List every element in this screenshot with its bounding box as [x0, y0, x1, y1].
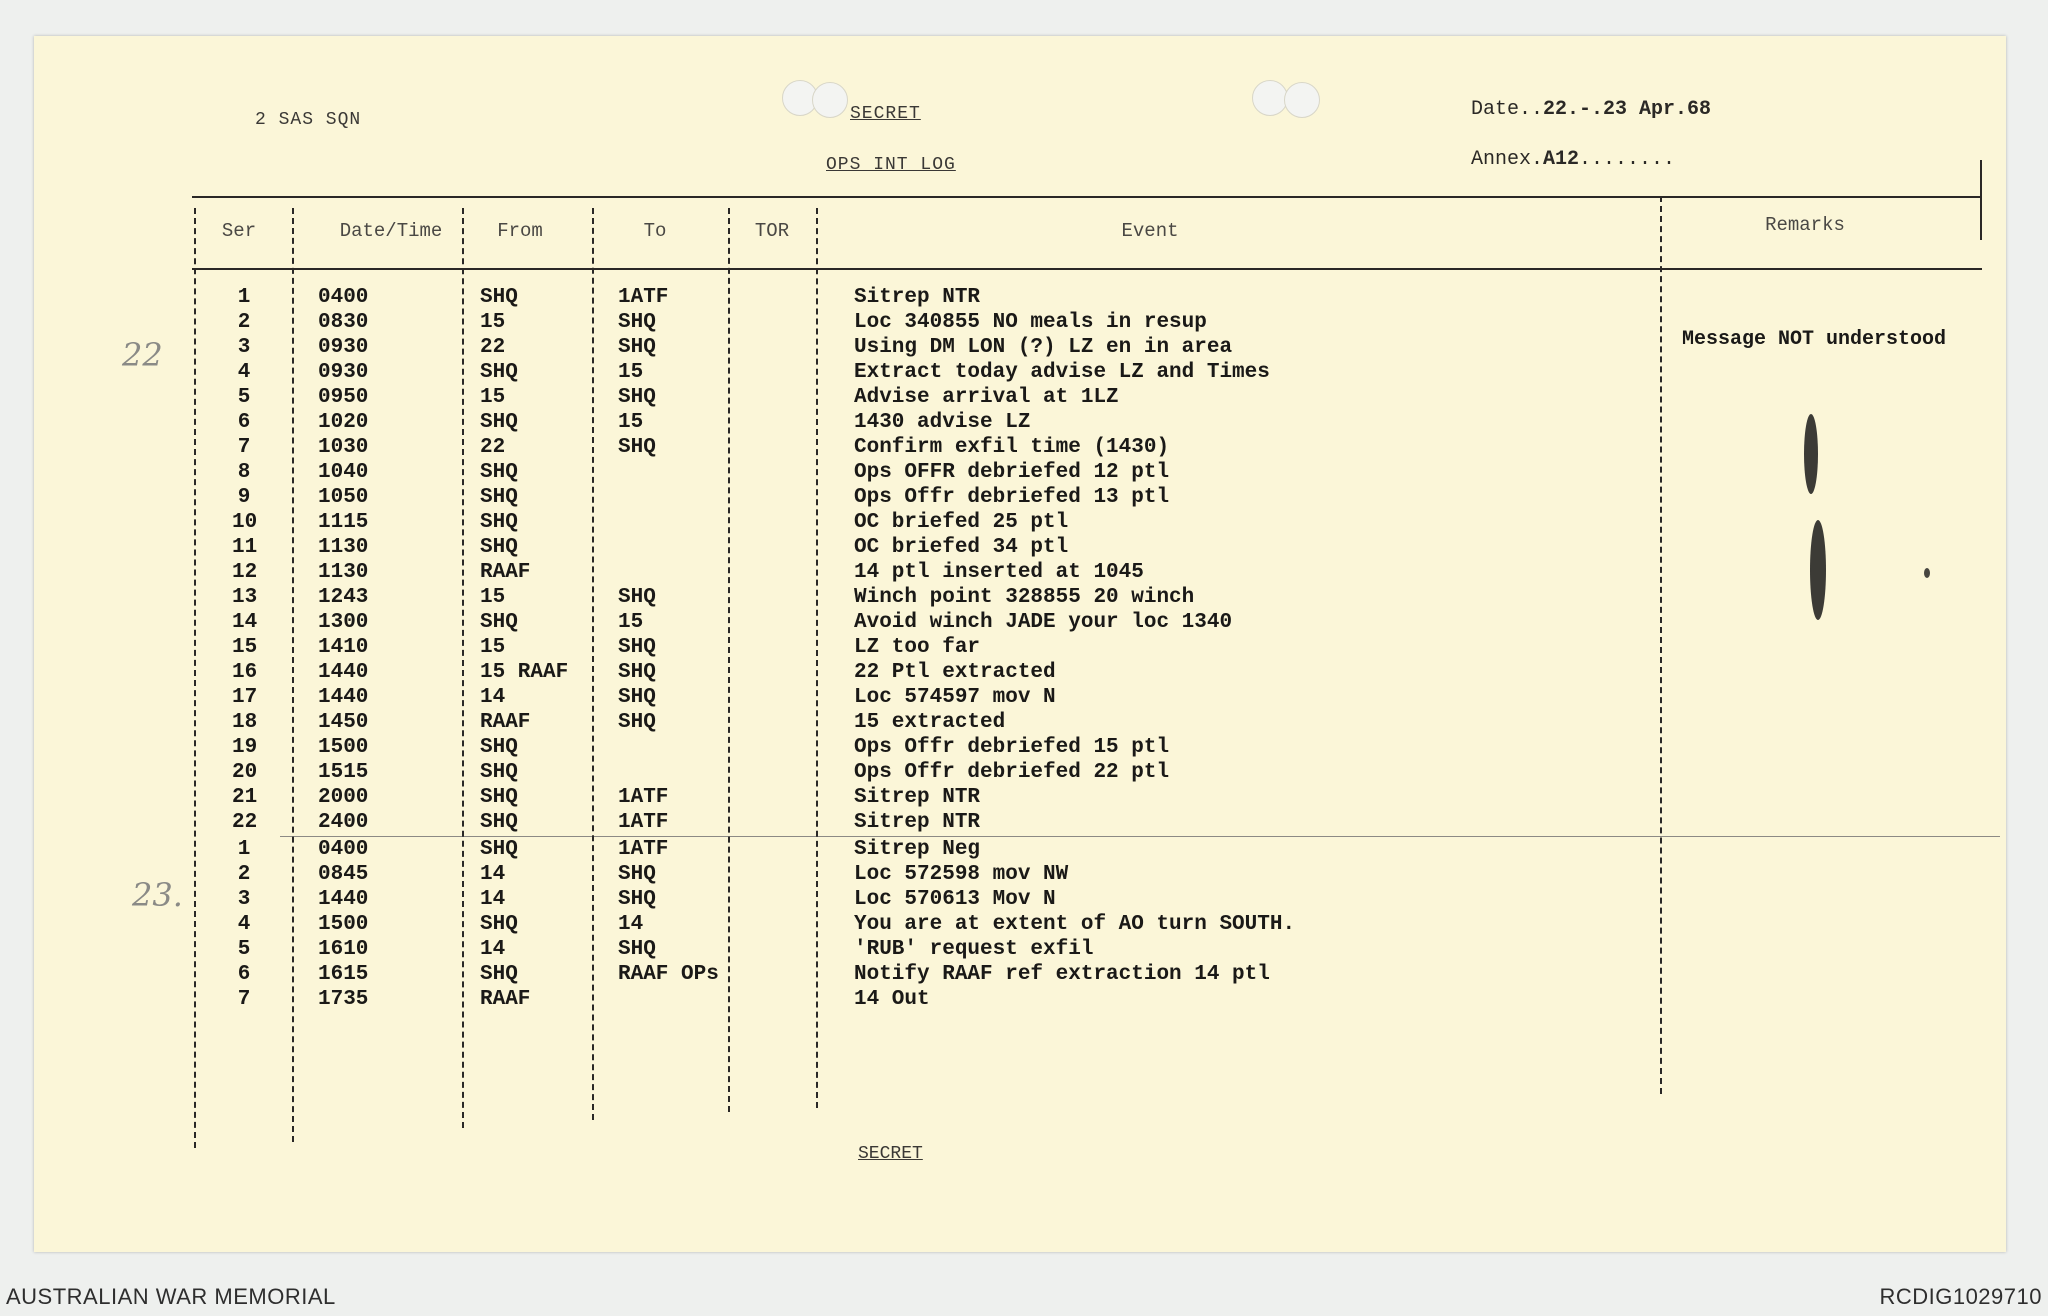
table-row: [0, 386, 2048, 411]
to-cell: SHQ: [618, 586, 656, 609]
from-cell: SHQ: [480, 411, 518, 434]
time-cell: 1615: [318, 963, 369, 986]
event-cell: 1430 advise LZ: [854, 411, 1031, 434]
date-value: 22.-.23 Apr.68: [1543, 98, 1712, 121]
from-cell: 22: [480, 336, 506, 359]
col-header-remarks: Remarks: [1765, 214, 1845, 236]
event-cell: Confirm exfil time (1430): [854, 436, 1170, 459]
ser-cell: 11: [232, 536, 258, 559]
to-cell: 1ATF: [618, 838, 669, 861]
event-cell: 22 Ptl extracted: [854, 661, 1056, 684]
table-row: [0, 636, 2048, 661]
table-row: [0, 411, 2048, 436]
table-row: [0, 436, 2048, 461]
to-cell: SHQ: [618, 863, 656, 886]
ser-cell: 6: [237, 411, 251, 434]
ser-cell: 5: [237, 386, 251, 409]
event-cell: Loc 570613 Mov N: [854, 888, 1056, 911]
to-cell: 15: [618, 411, 644, 434]
from-cell: SHQ: [480, 286, 518, 309]
time-cell: 1500: [318, 736, 369, 759]
event-cell: Avoid winch JADE your loc 1340: [854, 611, 1233, 634]
ser-cell: 22: [232, 811, 258, 834]
table-row: [0, 761, 2048, 786]
ser-cell: 1: [237, 286, 251, 309]
ser-cell: 2: [237, 863, 251, 886]
to-cell: 1ATF: [618, 811, 669, 834]
time-cell: 1450: [318, 711, 369, 734]
ser-cell: 3: [237, 888, 251, 911]
from-cell: SHQ: [480, 963, 518, 986]
ser-cell: 15: [232, 636, 258, 659]
event-cell: Loc 340855 NO meals in resup: [854, 311, 1207, 334]
from-cell: 22: [480, 436, 506, 459]
from-cell: SHQ: [480, 511, 518, 534]
from-cell: 15: [480, 386, 506, 409]
time-cell: 0830: [318, 311, 369, 334]
event-cell: 14 ptl inserted at 1045: [854, 561, 1144, 584]
from-cell: 15: [480, 636, 506, 659]
to-cell: SHQ: [618, 711, 656, 734]
day-marker-22: 22: [122, 336, 163, 374]
time-cell: 2400: [318, 811, 369, 834]
from-cell: 15: [480, 586, 506, 609]
from-cell: 14: [480, 863, 506, 886]
time-cell: 0930: [318, 336, 369, 359]
classification-top: SECRET: [850, 104, 921, 124]
to-cell: SHQ: [618, 661, 656, 684]
from-cell: 15 RAAF: [480, 661, 569, 684]
ser-cell: 3: [237, 336, 251, 359]
ser-cell: 10: [232, 511, 258, 534]
to-cell: 15: [618, 611, 644, 634]
event-cell: You are at extent of AO turn SOUTH.: [854, 913, 1296, 936]
time-cell: 0930: [318, 361, 369, 384]
ink-smudge: [1804, 414, 1818, 494]
from-cell: RAAF: [480, 988, 531, 1011]
time-cell: 0400: [318, 838, 369, 861]
log-title: OPS INT LOG: [826, 155, 956, 175]
ser-cell: 6: [237, 963, 251, 986]
table-row: [0, 786, 2048, 811]
table-row: [0, 661, 2048, 686]
footer-left: AUSTRALIAN WAR MEMORIAL: [6, 1284, 336, 1309]
footer-right: RCDIG1029710: [1879, 1284, 2042, 1309]
to-cell: SHQ: [618, 938, 656, 961]
time-cell: 1500: [318, 913, 369, 936]
time-cell: 1735: [318, 988, 369, 1011]
col-header-from: From: [497, 220, 543, 242]
event-cell: Loc 574597 mov N: [854, 686, 1056, 709]
table-row: [0, 361, 2048, 386]
table-row: [0, 938, 2048, 963]
ser-cell: 7: [237, 988, 251, 1011]
from-cell: SHQ: [480, 461, 518, 484]
table-header-rule: [192, 268, 1982, 270]
event-cell: Sitrep NTR: [854, 811, 981, 834]
time-cell: 1440: [318, 888, 369, 911]
punch-hole: [1284, 82, 1320, 118]
table-row: [0, 711, 2048, 736]
ser-cell: 20: [232, 761, 258, 784]
table-row: [0, 913, 2048, 938]
day-divider-rule: [280, 836, 2000, 837]
to-cell: SHQ: [618, 888, 656, 911]
from-cell: 14: [480, 686, 506, 709]
classification-bottom: SECRET: [858, 1144, 923, 1164]
from-cell: RAAF: [480, 561, 531, 584]
table-row: [0, 611, 2048, 636]
from-cell: SHQ: [480, 811, 518, 834]
table-row: [0, 863, 2048, 888]
table-row: [0, 838, 2048, 863]
table-row: [0, 561, 2048, 586]
table-top-rule: [192, 196, 1982, 198]
ser-cell: 19: [232, 736, 258, 759]
annex-label: Annex: [1471, 148, 1532, 171]
time-cell: 1410: [318, 636, 369, 659]
ser-cell: 18: [232, 711, 258, 734]
from-cell: SHQ: [480, 838, 518, 861]
date-field: Date..22.-.23 Apr.68: [1471, 98, 1712, 121]
time-cell: 0400: [318, 286, 369, 309]
table-row: [0, 963, 2048, 988]
event-cell: 15 extracted: [854, 711, 1006, 734]
ser-cell: 5: [237, 938, 251, 961]
ser-cell: 16: [232, 661, 258, 684]
time-cell: 1050: [318, 486, 369, 509]
annex-field: Annex.A12........: [1471, 148, 1676, 171]
event-cell: Extract today advise LZ and Times: [854, 361, 1270, 384]
to-cell: 1ATF: [618, 286, 669, 309]
table-row: [0, 736, 2048, 761]
to-cell: SHQ: [618, 436, 656, 459]
ser-cell: 17: [232, 686, 258, 709]
ink-smudge: [1924, 568, 1930, 578]
to-cell: 1ATF: [618, 786, 669, 809]
event-cell: Ops OFFR debriefed 12 ptl: [854, 461, 1170, 484]
event-cell: 14 Out: [854, 988, 930, 1011]
from-cell: SHQ: [480, 361, 518, 384]
table-row: [0, 511, 2048, 536]
table-row: [0, 536, 2048, 561]
event-cell: Sitrep NTR: [854, 286, 981, 309]
event-cell: Ops Offr debriefed 13 ptl: [854, 486, 1170, 509]
to-cell: SHQ: [618, 386, 656, 409]
to-cell: 14: [618, 913, 644, 936]
event-cell: Advise arrival at 1LZ: [854, 386, 1119, 409]
ser-cell: 14: [232, 611, 258, 634]
time-cell: 1020: [318, 411, 369, 434]
ink-smudge: [1810, 520, 1826, 620]
table-row: [0, 811, 2048, 836]
time-cell: 1243: [318, 586, 369, 609]
time-cell: 1440: [318, 686, 369, 709]
from-cell: SHQ: [480, 913, 518, 936]
to-cell: SHQ: [618, 336, 656, 359]
time-cell: 1040: [318, 461, 369, 484]
time-cell: 0950: [318, 386, 369, 409]
ser-cell: 4: [237, 913, 251, 936]
time-cell: 1515: [318, 761, 369, 784]
from-cell: 14: [480, 938, 506, 961]
time-cell: 2000: [318, 786, 369, 809]
ser-cell: 21: [232, 786, 258, 809]
from-cell: SHQ: [480, 761, 518, 784]
day-marker-23: 23.: [132, 876, 183, 914]
event-cell: Sitrep NTR: [854, 786, 981, 809]
from-cell: 14: [480, 888, 506, 911]
date-label: Date: [1471, 98, 1520, 121]
ser-cell: 9: [237, 486, 251, 509]
event-cell: Sitrep Neg: [854, 838, 981, 861]
ser-cell: 8: [237, 461, 251, 484]
ser-cell: 7: [237, 436, 251, 459]
event-cell: OC briefed 25 ptl: [854, 511, 1069, 534]
col-header-tor: TOR: [754, 220, 790, 242]
from-cell: SHQ: [480, 786, 518, 809]
to-cell: SHQ: [618, 311, 656, 334]
from-cell: SHQ: [480, 736, 518, 759]
event-cell: Ops Offr debriefed 22 ptl: [854, 761, 1170, 784]
col-divider: [1980, 160, 1982, 240]
time-cell: 1300: [318, 611, 369, 634]
remark-text: Message NOT understood: [1682, 328, 1947, 351]
punch-hole: [1252, 80, 1288, 116]
time-cell: 1130: [318, 561, 369, 584]
event-cell: Using DM LON (?) LZ en in area: [854, 336, 1233, 359]
from-cell: 15: [480, 311, 506, 334]
time-cell: 1130: [318, 536, 369, 559]
ser-cell: 13: [232, 586, 258, 609]
event-cell: Notify RAAF ref extraction 14 ptl: [854, 963, 1270, 986]
table-row: [0, 686, 2048, 711]
time-cell: 0845: [318, 863, 369, 886]
event-cell: Winch point 328855 20 winch: [854, 586, 1195, 609]
table-row: [0, 586, 2048, 611]
time-cell: 1030: [318, 436, 369, 459]
ser-cell: 12: [232, 561, 258, 584]
to-cell: SHQ: [618, 686, 656, 709]
annex-value: A12: [1543, 148, 1580, 171]
event-cell: OC briefed 34 ptl: [854, 536, 1069, 559]
table-row: [0, 286, 2048, 311]
punch-hole: [812, 82, 848, 118]
to-cell: 15: [618, 361, 644, 384]
from-cell: RAAF: [480, 711, 531, 734]
time-cell: 1610: [318, 938, 369, 961]
ser-cell: 2: [237, 311, 251, 334]
time-cell: 1440: [318, 661, 369, 684]
time-cell: 1115: [318, 511, 369, 534]
from-cell: SHQ: [480, 486, 518, 509]
to-cell: SHQ: [618, 636, 656, 659]
col-header-to: To: [643, 220, 667, 242]
event-cell: Loc 572598 mov NW: [854, 863, 1069, 886]
event-cell: Ops Offr debriefed 15 ptl: [854, 736, 1170, 759]
from-cell: SHQ: [480, 611, 518, 634]
table-row: [0, 486, 2048, 511]
from-cell: SHQ: [480, 536, 518, 559]
ser-cell: 4: [237, 361, 251, 384]
unit-name: 2 SAS SQN: [255, 110, 362, 130]
table-row: [0, 888, 2048, 913]
table-row: [0, 461, 2048, 486]
to-cell: RAAF OPs: [618, 963, 719, 986]
col-header-datetime: Date/Time: [339, 220, 443, 242]
event-cell: 'RUB' request exfil: [854, 938, 1094, 961]
table-row: [0, 988, 2048, 1013]
ser-cell: 1: [237, 838, 251, 861]
col-header-ser: Ser: [221, 220, 257, 242]
col-header-event: Event: [1121, 220, 1179, 242]
event-cell: LZ too far: [854, 636, 981, 659]
